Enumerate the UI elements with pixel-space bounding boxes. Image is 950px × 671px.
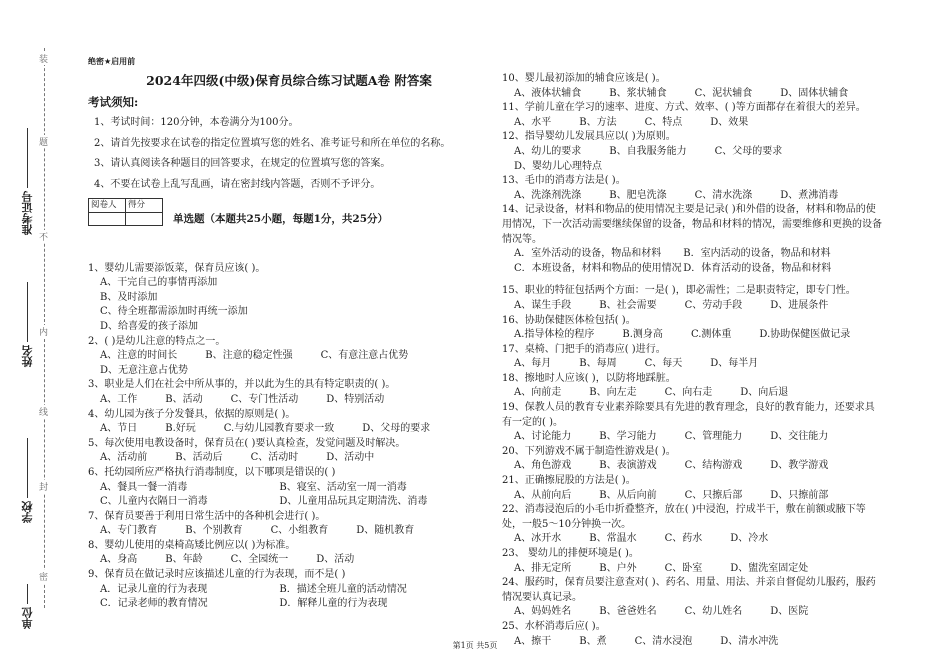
seal-mark: 内 (39, 325, 48, 338)
question-item (502, 372, 882, 401)
option-list (502, 489, 882, 504)
question-list-left (88, 262, 490, 612)
answer-option[interactable]: C、泥状辅食 (694, 87, 753, 99)
answer-option[interactable]: B、社会需要 (599, 299, 657, 311)
answer-option[interactable]: A、洗涤剂洗涤 (514, 189, 582, 201)
answer-option[interactable]: C、有意注意占优势 (320, 350, 409, 362)
question-item (88, 568, 490, 612)
page-title: 2024年四级(中级)保育员综合练习试题A卷 附答案 (146, 72, 432, 88)
option-list (502, 87, 882, 102)
answer-option[interactable]: B、爸爸姓名 (599, 606, 657, 618)
answer-option[interactable]: D、效果 (710, 116, 749, 128)
exam-number-field[interactable]: 准考证号 (20, 128, 36, 235)
name-field[interactable]: 姓名 (20, 282, 36, 367)
option-list (88, 583, 490, 612)
option-list (88, 481, 490, 510)
question-stem: 17、桌椅、门把手的消毒应( )进行。 (502, 343, 666, 355)
answer-option[interactable]: A、活动前 (100, 452, 148, 464)
option-list (502, 145, 882, 174)
question-item (88, 408, 490, 437)
answer-option[interactable]: A、擦干 (514, 635, 552, 647)
option-list (502, 386, 882, 401)
option-list (88, 451, 490, 466)
answer-option[interactable]: D、交往能力 (770, 431, 829, 443)
top-mark: 装 (39, 52, 48, 65)
notice-item: 2、请首先按要求在试卷的指定位置填写您的姓名、准考证号和所在单位的名称。 (94, 137, 451, 149)
answer-option[interactable]: B、及时添加 (100, 291, 158, 303)
answer-option[interactable]: D、无意注意占优势 (100, 364, 189, 376)
question-item (88, 510, 490, 539)
question-item (502, 130, 882, 174)
answer-option[interactable]: C、专门性活动 (230, 393, 299, 405)
answer-option[interactable]: C、待全班都需添加时再统一添加 (100, 306, 248, 318)
question-stem: 21、正确擦屁股的方法是( )。 (502, 475, 636, 487)
answer-option[interactable]: A、角色游戏 (514, 460, 572, 472)
answer-option[interactable]: A、干完自己的事情再添加 (100, 277, 218, 289)
answer-option[interactable]: B.测身高 (622, 329, 663, 341)
answer-option[interactable]: D、清水冲洗 (720, 635, 779, 647)
answer-option[interactable]: C、全园统一 (230, 554, 289, 566)
question-stem: 22、消毒浸泡后的小毛巾折叠整齐，放在( )中浸泡，拧成半干，敷在前额或腋下等处，一般5～10分钟换一次。 (502, 504, 866, 530)
option-list (502, 532, 882, 547)
question-stem: 5、每次使用电教设备时，保育员在( )要认真检查，发觉问题及时解决。 (88, 437, 406, 449)
answer-option[interactable]: B、注意的稳定性强 (205, 350, 293, 362)
answer-option[interactable]: A、冰开水 (514, 533, 562, 545)
question-stem: 6、托幼园所应严格执行消毒制度，以下哪项是错误的( ) (88, 466, 336, 478)
answer-option[interactable]: B、学习能力 (599, 431, 657, 443)
question-stem: 1、婴幼儿需要添饭菜，保育员应该( )。 (88, 262, 266, 274)
answer-option[interactable]: C、向右走 (664, 387, 713, 399)
question-stem: 8、婴幼儿使用的桌椅高矮比例应以( )为标准。 (88, 539, 296, 551)
answer-option[interactable]: D.协助保健医做记录 (759, 329, 851, 341)
question-item (88, 539, 490, 568)
answer-option[interactable]: D、盥洗室固定处 (730, 562, 809, 574)
option-list (502, 562, 882, 577)
school-field[interactable]: 学校 (20, 438, 36, 523)
question-stem: 19、保教人员的教育专业素养除要具有先进的教育理念，良好的教育能力，还要求具有一定的( )。 (502, 402, 875, 428)
answer-option[interactable]: C、特点 (644, 116, 683, 128)
option-list (502, 605, 882, 620)
question-stem: 23、 婴幼儿的排便环境是( )。 (502, 548, 639, 559)
reviewer-label: 阅卷人 (89, 199, 126, 212)
question-item (88, 335, 490, 379)
question-stem: 20、下列游戏不属于制造性游戏是( )。 (502, 445, 676, 457)
answer-option[interactable]: D、活动 (316, 554, 355, 566)
question-item (88, 262, 490, 335)
question-stem: 9、保育员在做记录时应该描述儿童的行为表现，而不是( ) (88, 569, 346, 581)
question-item (88, 437, 490, 466)
answer-option[interactable]: A、工作 (100, 393, 138, 405)
question-item (502, 343, 882, 372)
question-stem: 11、学前儿童在学习的速率、进度、方式、效率、( )等方面都存在着很大的差异。 (502, 102, 866, 114)
notice-item: 4、不要在试卷上乱写乱画，请在密封线内答题，否则不予评分。 (94, 178, 381, 190)
page-number: 第1页 共5页 (452, 641, 498, 650)
answer-option[interactable]: A、液体状辅食 (514, 87, 582, 99)
answer-option[interactable]: A、专门教育 (100, 525, 158, 537)
answer-option[interactable]: B、向左走 (589, 387, 637, 399)
answer-option[interactable]: B、煮 (579, 635, 607, 647)
answer-option[interactable]: A、每月 (514, 358, 552, 370)
answer-option[interactable]: C、幼儿姓名 (684, 606, 743, 618)
unit-field[interactable]: 单位 (20, 584, 36, 629)
answer-option[interactable]: D、婴幼儿心理特点 (514, 160, 603, 172)
answer-option[interactable]: B、活动后 (175, 452, 223, 464)
question-stem: 3、职业是人们在社会中所从事的，并以此为生的具有特定职责的( )。 (88, 379, 396, 391)
score-table (88, 198, 163, 225)
answer-option[interactable]: B、方法 (579, 116, 617, 128)
answer-option[interactable]: D、固体状辅食 (780, 87, 849, 99)
question-item (502, 314, 882, 343)
answer-option[interactable]: A、向前走 (514, 387, 562, 399)
question-item (502, 503, 882, 547)
answer-option[interactable]: C．本班设备，材料和物品的使用情况 (514, 262, 682, 274)
answer-option[interactable]: C、清水浸泡 (634, 635, 693, 647)
answer-option[interactable]: A、注意的时间长 (100, 350, 178, 362)
option-list (502, 247, 882, 276)
seal-mark: 封 (39, 480, 48, 493)
option-list (88, 276, 490, 334)
answer-option[interactable]: C.测体重 (690, 329, 732, 341)
answer-option[interactable]: D、特别活动 (326, 393, 385, 405)
answer-option[interactable]: C、儿童内衣隔日一消毒 (100, 496, 208, 508)
answer-option[interactable]: C、卧室 (664, 562, 703, 574)
answer-option[interactable]: C、每天 (644, 358, 683, 370)
answer-option[interactable]: A.指导体检的程序 (514, 329, 595, 341)
answer-option[interactable]: C、小组教育 (270, 525, 329, 537)
answer-option[interactable]: B、个别教育 (185, 525, 243, 537)
answer-option[interactable]: D、随机教育 (356, 525, 415, 537)
question-stem: 25、水杯消毒后应( )。 (502, 620, 606, 632)
question-item (502, 576, 882, 620)
seal-mark: 不 (39, 230, 48, 243)
left-column (88, 56, 490, 612)
answer-option[interactable]: D、父母的要求 (362, 423, 431, 435)
answer-option[interactable]: C．记录老师的教育情况 (100, 598, 208, 610)
question-stem: 7、保育员要善于利用日常生活中的各种机会进行( )。 (88, 510, 326, 522)
answer-option[interactable]: A、谋生手段 (514, 299, 572, 311)
answer-option[interactable]: A、妈妈姓名 (514, 606, 572, 618)
answer-option[interactable]: D、冷水 (730, 533, 769, 545)
answer-option[interactable]: A．记录儿童的行为表现 (100, 583, 208, 595)
answer-option[interactable]: B、每周 (579, 358, 617, 370)
question-item (502, 203, 882, 276)
option-list (88, 524, 490, 539)
answer-option[interactable]: B、肥皂洗涤 (609, 189, 667, 201)
answer-option[interactable]: D、煮沸消毒 (780, 189, 839, 201)
answer-option[interactable]: B、户外 (599, 562, 637, 574)
option-list (502, 299, 882, 314)
answer-option[interactable]: A．室外活动的设备，物品和材料 (514, 248, 662, 260)
answer-option[interactable]: D、只擦前部 (770, 489, 829, 501)
question-stem: 16、协助保健医体检包括( )。 (502, 314, 636, 326)
question-item (502, 101, 882, 130)
section-heading: 单选题（本题共25小题，每题1分，共25分） (173, 213, 389, 226)
answer-option[interactable]: A、从前向后 (514, 489, 572, 501)
notice-item: 3、请认真阅读各种题目的回答要求，在规定的位置填写您的答案。 (94, 158, 391, 170)
answer-option[interactable]: C、管理能力 (684, 431, 743, 443)
answer-option[interactable]: C、只擦后部 (684, 489, 743, 501)
option-list (88, 393, 490, 408)
question-item (502, 284, 882, 313)
answer-option[interactable]: D．体育活动的设备，物品和材料 (683, 262, 832, 274)
question-stem: 2、( )是幼儿注意的特点之一。 (88, 335, 226, 347)
question-stem: 12、指导婴幼儿发展具应以( )为原则。 (502, 131, 676, 143)
answer-option[interactable]: B、活动 (165, 393, 203, 405)
question-item (88, 466, 490, 510)
answer-option[interactable]: A、身高 (100, 554, 138, 566)
answer-option[interactable]: D、进展条件 (770, 299, 829, 311)
answer-option[interactable]: A、讨论能力 (514, 431, 572, 443)
answer-option[interactable]: A、幼儿的要求 (514, 145, 582, 157)
question-item (502, 72, 882, 101)
notice-heading: 考试须知: (88, 94, 139, 109)
answer-option[interactable]: B、年龄 (165, 554, 203, 566)
answer-option[interactable]: B、寝室、活动室一周一消毒 (279, 481, 407, 493)
question-stem: 24、服药时，保育员要注意查对( )、药名、用量、用法、并亲自督促幼儿服药，服药情况要认真记录。 (502, 577, 876, 603)
answer-option[interactable]: C、结构游戏 (684, 460, 743, 472)
binding-margin (0, 0, 70, 671)
answer-option[interactable]: A、餐具一餐一消毒 (100, 481, 188, 493)
answer-option[interactable]: B、表演游戏 (599, 460, 657, 472)
answer-option[interactable]: D、儿童用品玩具定期清洗、消毒 (279, 496, 428, 508)
option-list (88, 349, 490, 378)
answer-option[interactable]: C、劳动手段 (684, 299, 743, 311)
answer-option[interactable]: C、父母的要求 (714, 145, 783, 157)
question-item (502, 547, 882, 576)
option-list (502, 189, 882, 204)
answer-option[interactable]: C、活动时 (250, 452, 299, 464)
score-cell[interactable] (126, 212, 163, 225)
question-item (502, 474, 882, 503)
option-list (88, 422, 490, 437)
question-item (502, 401, 882, 445)
answer-option[interactable]: B、常温水 (589, 533, 637, 545)
question-stem: 18、擦地时人应该( )，以防将地踩脏。 (502, 372, 676, 384)
answer-option[interactable]: A、节日 (100, 423, 138, 435)
reviewer-cell[interactable] (89, 212, 126, 225)
question-item (502, 445, 882, 474)
answer-option[interactable]: A、水平 (514, 116, 552, 128)
answer-option[interactable]: B．室内活动的设备，物品和材料 (683, 248, 831, 260)
answer-option[interactable]: C、药水 (664, 533, 703, 545)
answer-option[interactable]: D、每半月 (710, 358, 759, 370)
option-list (502, 459, 882, 474)
option-list (502, 430, 882, 445)
question-stem: 4、幼儿园为孩子分发餐具，依据的原则是( )。 (88, 408, 296, 420)
answer-option[interactable]: D、向后退 (740, 387, 789, 399)
seal-mark: 线 (39, 405, 48, 418)
question-stem: 13、毛巾的消毒方法是( )。 (502, 175, 626, 187)
spacer (502, 276, 882, 284)
score-row (88, 198, 490, 227)
answer-option[interactable]: B.好玩 (165, 423, 196, 435)
answer-option[interactable]: A、排无定所 (514, 562, 572, 574)
answer-option[interactable]: B．描述全班儿童的活动情况 (279, 583, 407, 595)
question-stem: 10、婴儿最初添加的辅食应该是( )。 (502, 73, 666, 84)
question-stem: 14、记录设备，材料和物品的使用情况主要是记录( )和外借的设备，材料和物品的使用情况，下一次活动需要继续保留的设备，物品和材料的情况，需要维修和更换的设备情况等。 (502, 204, 882, 245)
answer-option[interactable]: D、活动中 (326, 452, 375, 464)
answer-option[interactable]: C.与幼儿园教育要求一致 (223, 423, 335, 435)
answer-option[interactable]: D、教学游戏 (770, 460, 829, 472)
notice-item: 1、考试时间：120分钟，本卷满分为100分。 (94, 117, 299, 129)
question-list-right (502, 72, 882, 649)
answer-option[interactable]: D、给喜爱的孩子添加 (100, 320, 199, 332)
score-label: 得分 (126, 199, 163, 212)
option-list (502, 116, 882, 131)
seal-mark: 题 (39, 135, 48, 148)
answer-option[interactable]: C、清水洗涤 (694, 189, 753, 201)
option-list (502, 328, 882, 343)
answer-option[interactable]: B、从后向前 (599, 489, 657, 501)
question-stem: 15、职业的特征包括两个方面：一是( )，即必需性；二是职责特定，即专门性。 (502, 285, 856, 297)
question-item (502, 174, 882, 203)
seal-mark: 密 (39, 570, 48, 583)
question-item (88, 378, 490, 407)
option-list (88, 553, 490, 568)
answer-option[interactable]: D．解释儿童的行为表现 (279, 598, 388, 610)
secret-label: 绝密★启用前 (88, 57, 136, 66)
answer-option[interactable]: B、自我服务能力 (609, 145, 687, 157)
answer-option[interactable]: B、浆状辅食 (609, 87, 667, 99)
answer-option[interactable]: D、医院 (770, 606, 809, 618)
option-list (502, 357, 882, 372)
